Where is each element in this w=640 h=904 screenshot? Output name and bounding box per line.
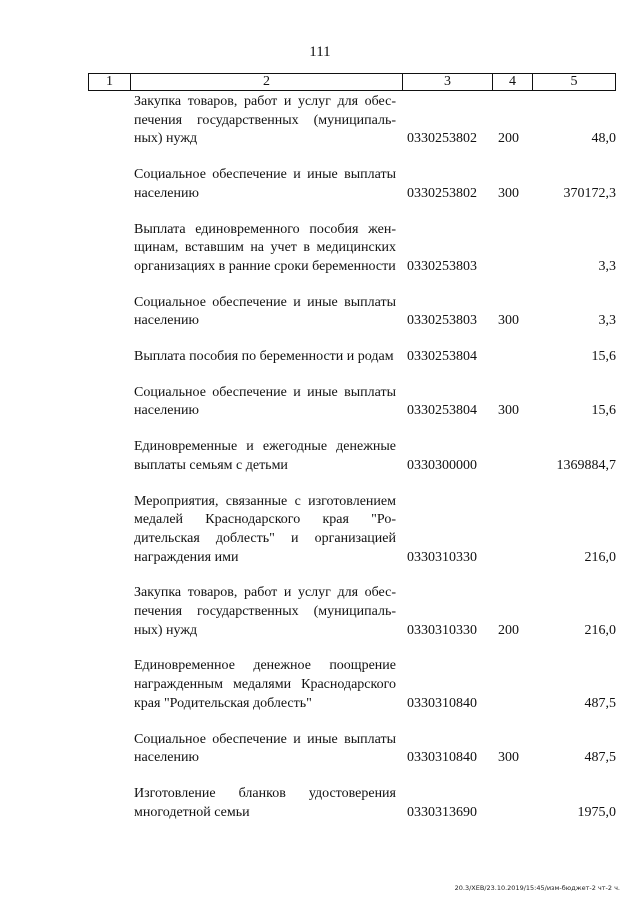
row-code: 0330253802 bbox=[407, 185, 477, 201]
row-amount: 15,6 bbox=[591, 349, 616, 365]
row-description: Единовременные и ежегодные денежные выплаты семьям с детьми bbox=[134, 439, 396, 473]
row-code: 0330310330 bbox=[407, 549, 477, 565]
table-row bbox=[0, 348, 640, 367]
header-col-4: 4 bbox=[493, 74, 533, 90]
row-type: 200 bbox=[498, 131, 519, 147]
row-amount: 216,0 bbox=[584, 622, 616, 638]
table-row bbox=[0, 785, 640, 822]
table-row bbox=[0, 584, 640, 640]
row-amount: 48,0 bbox=[591, 131, 616, 147]
row-code: 0330313690 bbox=[407, 804, 477, 820]
row-description: Выплата единовременного пособия женщинам, вставшим на учет в медицинских организациях в ранние сроки беременности bbox=[134, 221, 396, 274]
table-row bbox=[0, 384, 640, 421]
table-row bbox=[0, 93, 640, 149]
header-col-5: 5 bbox=[570, 74, 578, 89]
table-row bbox=[0, 438, 640, 475]
page-number: 111 bbox=[309, 44, 331, 60]
table-row bbox=[0, 731, 640, 768]
row-description: Изготовление бланков удостоверения многодетной семьи bbox=[134, 785, 396, 820]
row-amount: 370172,3 bbox=[563, 185, 616, 201]
row-code: 0330300000 bbox=[407, 457, 477, 473]
header-col-2: 2 bbox=[131, 74, 403, 90]
row-type: 300 bbox=[498, 185, 519, 201]
table-header bbox=[88, 73, 616, 91]
row-amount: 1369884,7 bbox=[556, 457, 616, 473]
table-body bbox=[0, 93, 640, 822]
row-amount: 487,5 bbox=[584, 750, 616, 766]
row-type: 200 bbox=[498, 622, 519, 638]
row-amount: 1975,0 bbox=[577, 804, 616, 820]
row-amount: 15,6 bbox=[591, 403, 616, 419]
row-description: Социальное обеспечение и иные выплаты населению bbox=[134, 384, 396, 419]
footer-note: 20.3/XEB/23.10.2019/15:45/изм-бюджет-2 чт-2 ч. bbox=[454, 884, 620, 892]
table-row bbox=[0, 657, 640, 713]
row-amount: 3,3 bbox=[598, 313, 616, 329]
table-row bbox=[0, 493, 640, 568]
header-col-1: 1 bbox=[89, 74, 131, 90]
row-description: Единовременное денежное поощрение награжденным медалями Краснодарского края "Родительская доблесть" bbox=[134, 658, 396, 711]
row-amount: 3,3 bbox=[598, 258, 616, 274]
table-row bbox=[0, 294, 640, 331]
table-row bbox=[0, 221, 640, 277]
row-code: 0330253803 bbox=[407, 258, 477, 274]
row-type: 300 bbox=[498, 403, 519, 419]
row-code: 0330310840 bbox=[407, 750, 477, 766]
row-amount: 487,5 bbox=[584, 695, 616, 711]
row-code: 0330253804 bbox=[407, 403, 477, 419]
row-type: 300 bbox=[498, 750, 519, 766]
row-code: 0330310330 bbox=[407, 622, 477, 638]
row-description: Выплата пособия по беременности и родам bbox=[134, 349, 394, 365]
row-code: 0330310840 bbox=[407, 695, 477, 711]
row-code: 0330253804 bbox=[407, 349, 477, 365]
header-col-3: 3 bbox=[403, 74, 493, 90]
row-amount: 216,0 bbox=[584, 549, 616, 565]
row-description: Мероприятия, связанные с изготовлением медалей Краснодарского края "Родительская доблесть" и организацией награждения ими bbox=[134, 493, 396, 565]
row-code: 0330253802 bbox=[407, 131, 477, 147]
row-description: Социальное обеспечение и иные выплаты населению bbox=[134, 294, 396, 329]
row-description: Закупка товаров, работ и услуг для обеспечения государственных (муниципальных) нужд bbox=[134, 94, 396, 147]
table-row bbox=[0, 166, 640, 203]
row-description: Закупка товаров, работ и услуг для обеспечения государственных (муниципальных) нужд bbox=[134, 585, 396, 638]
row-description: Социальное обеспечение и иные выплаты населению bbox=[134, 167, 396, 201]
row-description: Социальное обеспечение и иные выплаты населению bbox=[134, 731, 396, 766]
row-type: 300 bbox=[498, 313, 519, 329]
row-code: 0330253803 bbox=[407, 313, 477, 329]
